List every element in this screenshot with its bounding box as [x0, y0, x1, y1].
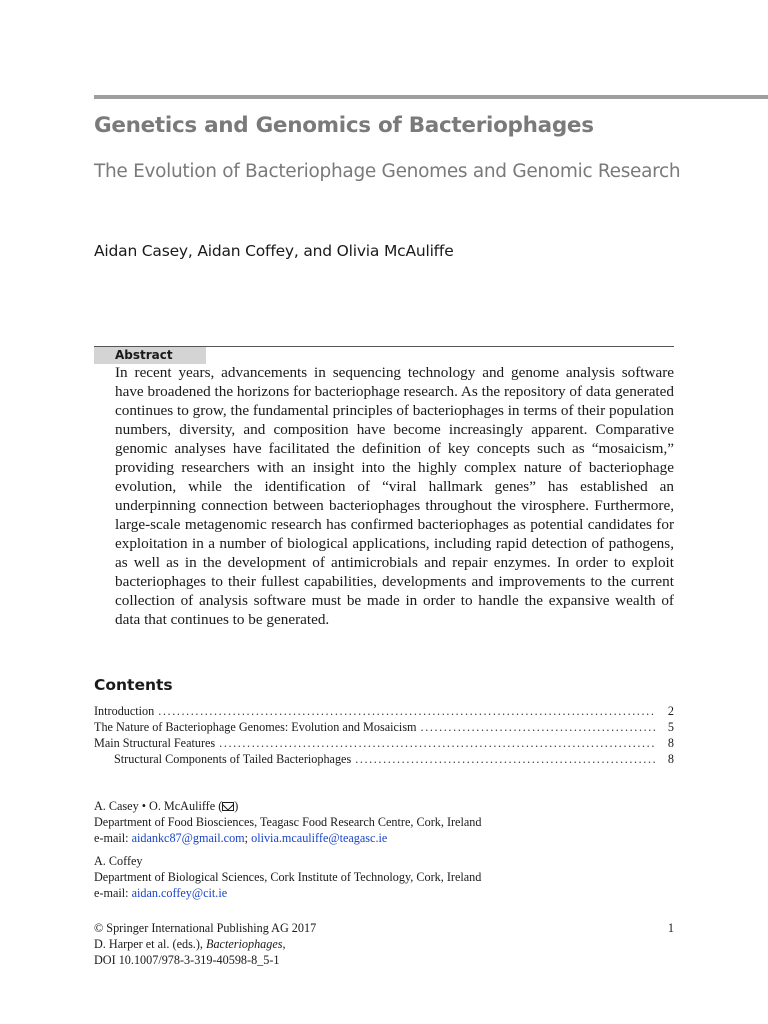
editors-line: D. Harper et al. (eds.), Bacteriophages,	[94, 937, 286, 951]
chapter-title: Genetics and Genomics of Bacteriophages	[94, 113, 594, 138]
affiliation-names: A. Casey • O. McAuliffe ( )	[94, 799, 239, 813]
abstract-body	[115, 363, 674, 629]
contents-heading: Contents	[94, 676, 173, 694]
chapter-subtitle: The Evolution of Bacteriophage Genomes and Genomic Research	[94, 161, 681, 182]
toc-entry-title: The Nature of Bacteriophage Genomes: Evolution and Mosaicism	[94, 720, 417, 734]
affiliation-emails: e-mail: aidan.coffey@cit.ie	[94, 886, 228, 900]
copyright-line: © Springer International Publishing AG 2017	[94, 921, 317, 935]
abstract-label: Abstract	[115, 348, 173, 362]
toc-leader-dots	[219, 735, 656, 751]
toc-entry[interactable]	[94, 735, 674, 751]
copyright-footer	[94, 920, 316, 968]
toc-entry-title: Main Structural Features	[94, 736, 216, 750]
envelope-icon	[222, 802, 234, 811]
affiliation-emails: e-mail: aidankc87@gmail.com; olivia.mcauliffe@teagasc.ie	[94, 831, 388, 845]
table-of-contents	[94, 703, 674, 767]
toc-entry[interactable]	[94, 703, 674, 719]
affiliation-department: Department of Food Biosciences, Teagasc Food Research Centre, Cork, Ireland	[94, 815, 482, 829]
header-rule	[94, 95, 768, 99]
affiliation-coffey	[94, 853, 481, 901]
chapter-authors: Aidan Casey, Aidan Coffey, and Olivia McAuliffe	[94, 242, 454, 260]
affiliation-department: Department of Biological Sciences, Cork Institute of Technology, Cork, Ireland	[94, 870, 482, 884]
toc-entry[interactable]	[94, 751, 674, 767]
doi-line: DOI 10.1007/978-3-319-40598-8_5-1	[94, 953, 280, 967]
toc-entry-page: 5	[667, 720, 674, 734]
toc-leader-dots	[158, 703, 656, 719]
abstract-text: In recent years, advancements in sequencing technology and genome analysis software have broadened the horizons for bacteriophage research. As the repository of data generated continues to grow, the fundamental principles of bacteriophages in terms of their population numbers, diversity, and composition have become increasingly apparent. Comparative genomic analyses have facilitated the definition of key concepts such as “mosaicism,” providing researchers with an insight into the highly complex nature of bacteriophage evolution, while the identification of “viral hallmark genes” has established an underpinning connection between bacteriophages throughout the virosphere. Furthermore, large-scale metagenomic research has confirmed bacteriophages as potential candidates for exploitation in a number of biological applications, including rapid detection of pathogens, as well as in the development of antimicrobials and repair enzymes. In order to exploit bacteriophages to their fullest capabilities, developments and improvements to the current collection of analysis software must be made in order to handle the expansive wealth of data that continues to be generated.	[115, 364, 674, 628]
page-number: 1	[667, 921, 674, 935]
toc-entry-title: Introduction	[94, 704, 155, 718]
affiliation-casey-mcauliffe	[94, 798, 481, 846]
book-title: Bacteriophages	[206, 937, 283, 951]
toc-leader-dots	[355, 751, 656, 767]
toc-leader-dots	[421, 719, 656, 735]
toc-entry-page: 8	[667, 736, 674, 750]
toc-entry-page: 2	[667, 704, 674, 718]
email-link-coffey[interactable]: aidan.coffey@cit.ie	[131, 886, 228, 900]
toc-entry[interactable]	[94, 719, 674, 735]
email-link-mcauliffe[interactable]: olivia.mcauliffe@teagasc.ie	[251, 831, 388, 845]
toc-entry-title: Structural Components of Tailed Bacteriophages	[114, 752, 352, 766]
email-link-casey[interactable]: aidankc87@gmail.com	[131, 831, 245, 845]
affiliation-names: A. Coffey	[94, 854, 143, 868]
toc-entry-page: 8	[667, 752, 674, 766]
